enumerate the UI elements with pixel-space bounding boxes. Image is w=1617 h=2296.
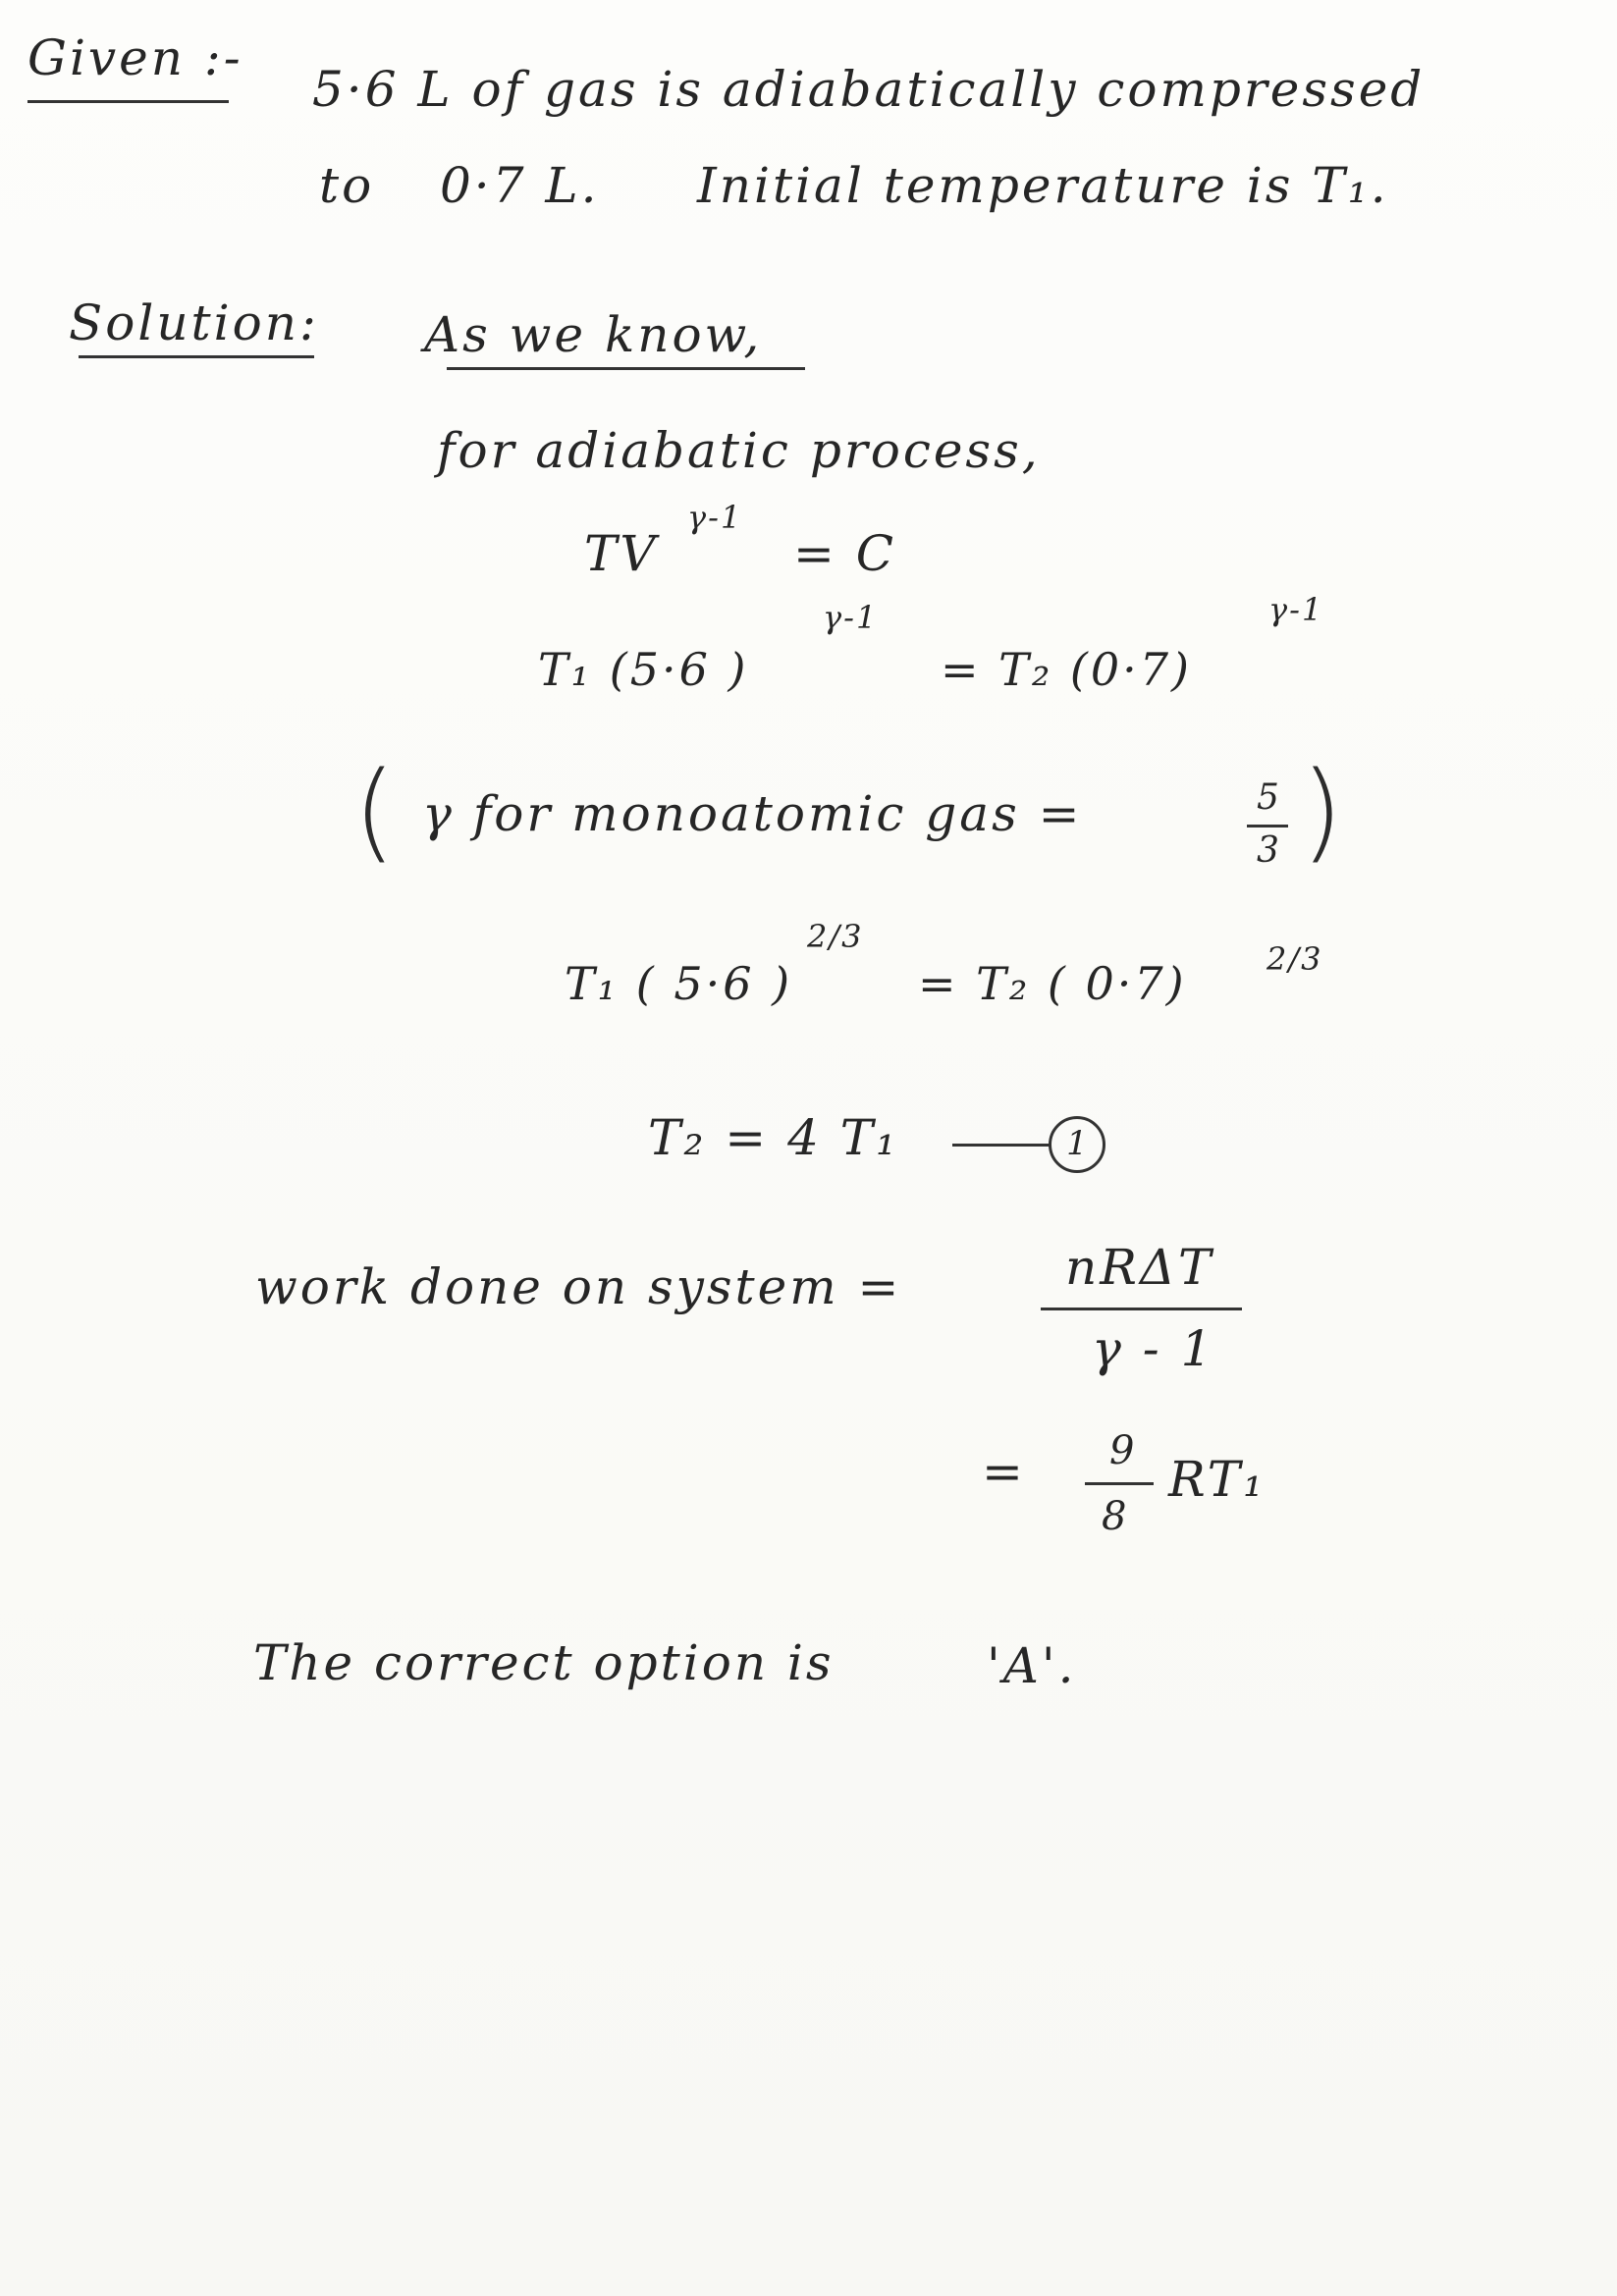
given-line-2-volume: 0·7 L. bbox=[440, 157, 600, 214]
as-we-know: As we know, bbox=[424, 306, 763, 363]
eq4-dash bbox=[952, 1144, 1051, 1147]
gamma-numerator: 5 bbox=[1257, 777, 1282, 818]
eq1-rhs: = C bbox=[793, 525, 897, 582]
conclusion-text: The correct option is bbox=[253, 1634, 835, 1691]
eq3-exponent-rhs: 2/3 bbox=[1267, 940, 1323, 978]
work-equals: = bbox=[982, 1443, 1026, 1500]
given-line-1: 5·6 L of gas is adiabatically compressed bbox=[312, 61, 1426, 118]
eq2-lhs: T₁ (5·6 ) bbox=[538, 643, 749, 696]
answer: 'A'. bbox=[987, 1637, 1077, 1694]
work-denominator: γ - 1 bbox=[1092, 1320, 1215, 1377]
gamma-note: γ for monoatomic gas = bbox=[422, 785, 1083, 842]
work-fraction-bar bbox=[1041, 1308, 1242, 1310]
eq4-tag: 1 bbox=[1049, 1116, 1105, 1173]
gamma-denominator: 3 bbox=[1257, 830, 1282, 871]
eq1-exponent: γ-1 bbox=[687, 499, 743, 536]
work-value-rt: RT₁ bbox=[1168, 1451, 1267, 1508]
eq3-exponent-lhs: 2/3 bbox=[807, 918, 864, 955]
work-value-numerator: 9 bbox=[1109, 1428, 1138, 1473]
eq4: T₂ = 4 T₁ bbox=[648, 1109, 899, 1166]
note-open-paren: ( bbox=[353, 748, 396, 874]
as-we-know-underline bbox=[447, 367, 805, 370]
eq2-rhs: = T₂ (0·7) bbox=[941, 643, 1192, 696]
eq2-exponent-lhs: γ-1 bbox=[823, 599, 879, 636]
given-line-2-to: to bbox=[319, 157, 375, 214]
work-done-label: work done on system = bbox=[255, 1258, 902, 1315]
for-adiabatic-process: for adiabatic process, bbox=[437, 422, 1041, 479]
solution-label: Solution: bbox=[69, 294, 319, 351]
given-underline bbox=[27, 100, 229, 103]
note-close-paren: ) bbox=[1301, 748, 1343, 874]
eq1-lhs: TV bbox=[584, 525, 659, 582]
work-numerator: nRΔT bbox=[1065, 1239, 1214, 1296]
solution-underline bbox=[79, 355, 314, 358]
gamma-fraction-bar bbox=[1247, 825, 1288, 828]
eq3-rhs: = T₂ ( 0·7) bbox=[918, 957, 1187, 1010]
given-line-2-initial-temp: Initial temperature is T₁. bbox=[697, 157, 1389, 214]
work-value-denominator: 8 bbox=[1102, 1494, 1130, 1539]
eq2-exponent-rhs: γ-1 bbox=[1268, 591, 1324, 628]
work-value-fraction-bar bbox=[1085, 1482, 1154, 1485]
given-label: Given :- bbox=[27, 29, 243, 86]
eq3-lhs: T₁ ( 5·6 ) bbox=[565, 957, 793, 1010]
